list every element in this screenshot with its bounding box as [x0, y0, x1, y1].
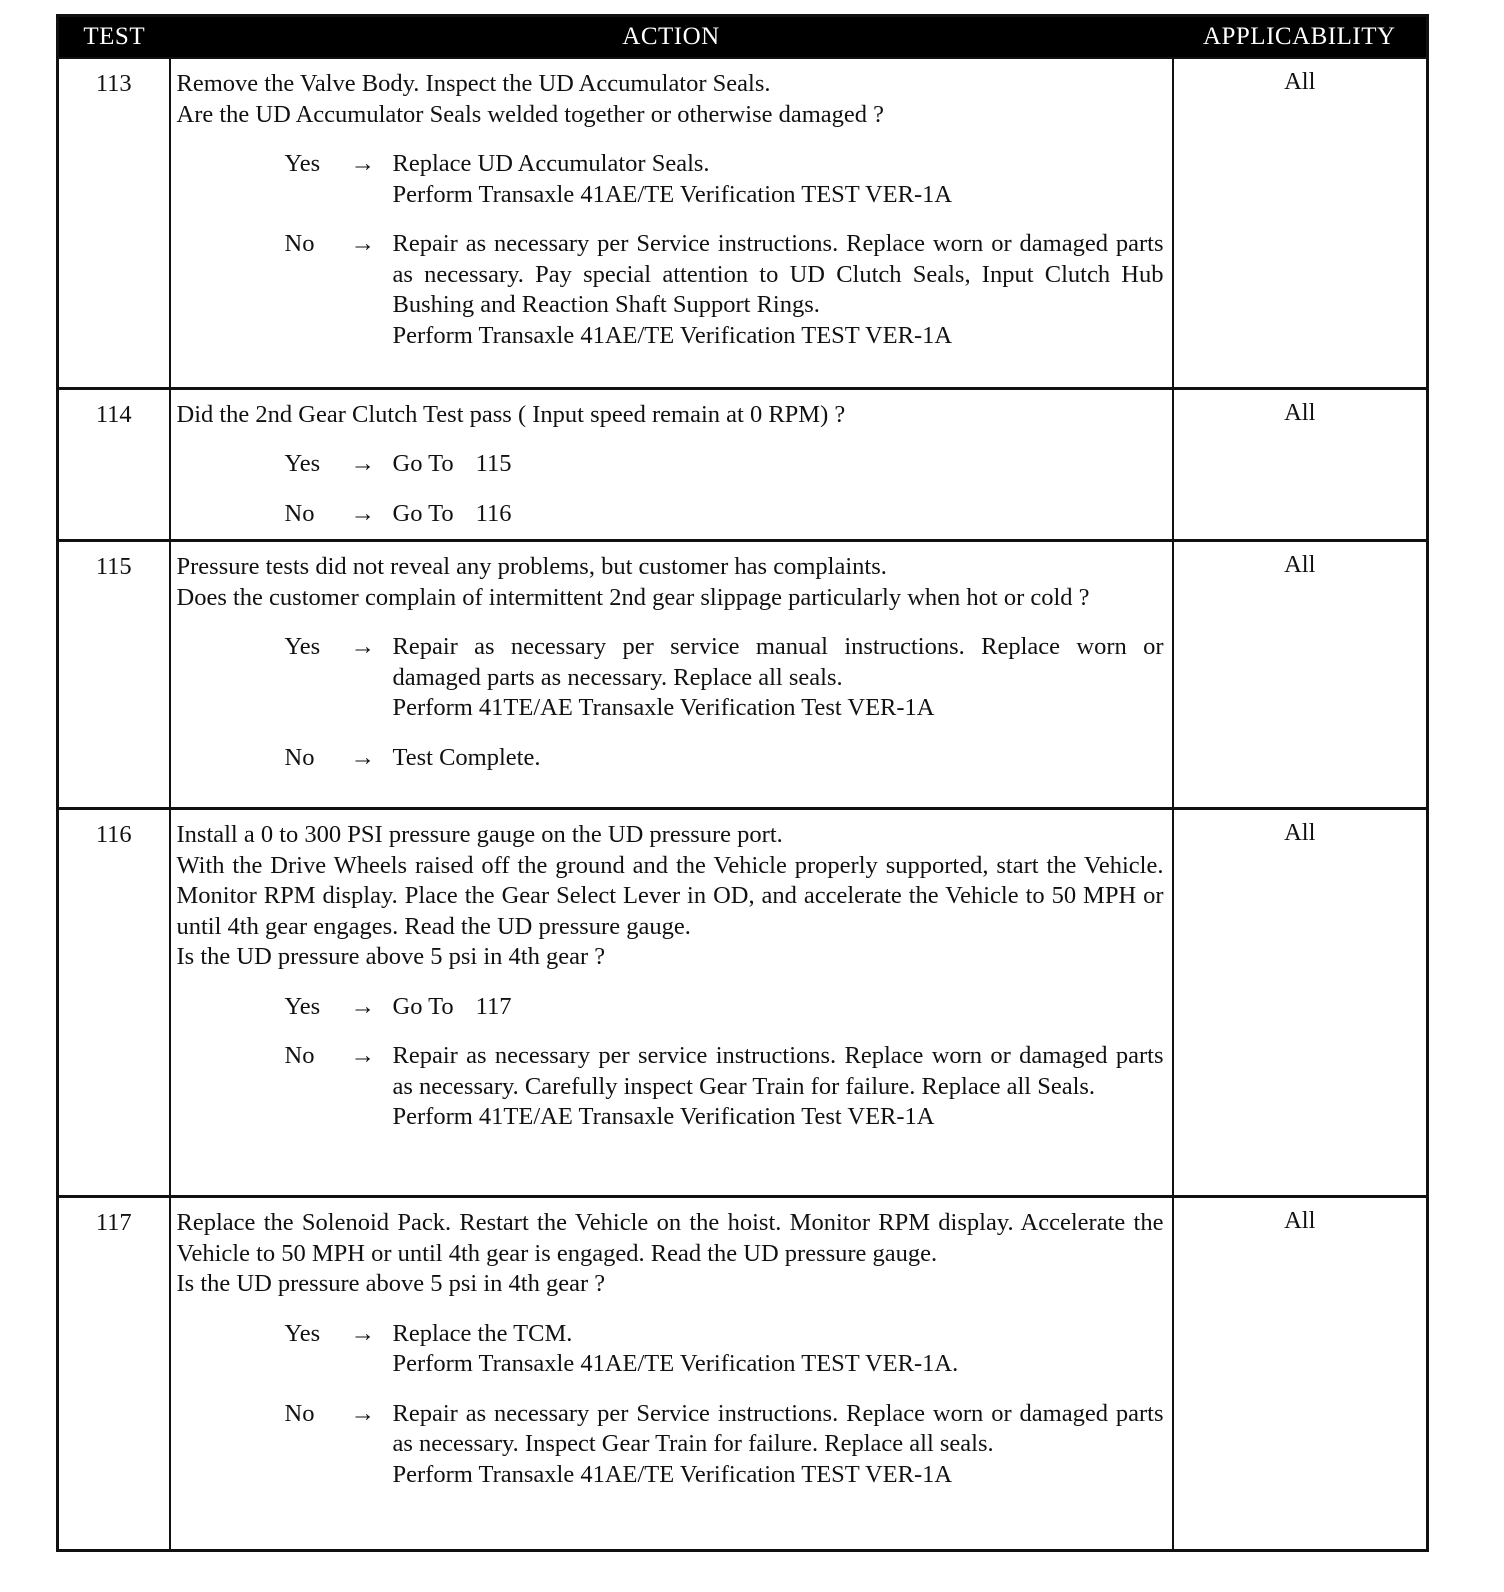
header-test: TEST — [58, 16, 170, 59]
no-branch — [177, 1399, 1164, 1491]
yes-label: Yes — [284, 992, 321, 1020]
arrow-right-icon: → — [350, 743, 375, 771]
no-instructions — [393, 229, 1164, 351]
no-label: No — [284, 499, 315, 527]
applicability-value: All — [1173, 388, 1428, 541]
question-text: Install a 0 to 300 PSI pressure gauge on the UD pressure port. — [176, 821, 783, 848]
arrow-right-icon: → — [350, 499, 375, 527]
yes-instructions — [393, 992, 1164, 1023]
yes-instructions — [393, 632, 1164, 724]
yes-branch — [177, 992, 1164, 1023]
yes-branch — [177, 632, 1164, 724]
yes-instructions — [393, 449, 1164, 480]
arrow-right-icon: → — [350, 150, 375, 177]
no-branch — [177, 743, 1164, 774]
instruction-line: Repair as necessary per service manual instructions. Replace worn or damaged parts as necessary. Replace all seals. — [392, 633, 1164, 691]
goto-test-link: 116 — [475, 499, 512, 527]
arrow-right-icon: → — [350, 1399, 375, 1427]
question-text: Pressure tests did not reveal any problems, but customer has complaints. — [176, 553, 887, 580]
goto-text: Go To — [392, 992, 454, 1020]
table-header-row — [58, 16, 1428, 59]
applicability-value: All — [1173, 58, 1428, 388]
no-instructions — [393, 1041, 1164, 1133]
test-number: 115 — [58, 541, 170, 809]
no-instructions — [393, 1399, 1164, 1491]
no-instructions — [393, 499, 1164, 530]
action-cell — [170, 388, 1173, 541]
question-text: Are the UD Accumulator Seals welded together or otherwise damaged ? — [176, 100, 885, 128]
arrow-right-icon: → — [350, 992, 375, 1020]
instruction-line: Perform Transaxle 41AE/TE Verification TEST VER-1A — [392, 180, 953, 208]
table-row — [58, 58, 1428, 388]
header-applicability: APPLICABILITY — [1173, 16, 1428, 59]
no-label: No — [284, 230, 315, 257]
question-text: Does the customer complain of intermittent 2nd gear slippage particularly when hot or cold ? — [176, 583, 1090, 611]
action-cell — [170, 809, 1173, 1197]
table-row — [58, 388, 1428, 541]
question-text: Is the UD pressure above 5 psi in 4th gear ? — [176, 1270, 606, 1297]
goto-test-link: 117 — [475, 992, 512, 1020]
question-text: Remove the Valve Body. Inspect the UD Accumulator Seals. — [176, 70, 771, 97]
goto-test-link: 115 — [475, 450, 512, 477]
arrow-right-icon: → — [350, 230, 375, 257]
question-text: Replace the Solenoid Pack. Restart the Vehicle on the hoist. Monitor RPM display. Accelerate the Vehicle to 50 MPH or until 4th gear is engaged. Read the UD pressure gauge. — [176, 1209, 1164, 1267]
no-branch — [177, 1041, 1164, 1133]
instruction-line: Perform Transaxle 41AE/TE Verification TEST VER-1A — [392, 321, 953, 349]
arrow-right-icon: → — [350, 633, 375, 660]
instruction-line: Perform 41TE/AE Transaxle Verification Test VER-1A — [392, 1103, 935, 1130]
instruction-line: Repair as necessary per service instructions. Replace worn or damaged parts as necessary. Carefully inspect Gear Train for failure. Replace all Seals. — [392, 1042, 1164, 1100]
instruction-line: Repair as necessary per Service instructions. Replace worn or damaged parts as necessary. Inspect Gear Train for failure. Replace all seals. — [392, 1399, 1164, 1457]
instruction-line: Test Complete. — [392, 743, 541, 771]
question-text: Is the UD pressure above 5 psi in 4th gear ? — [176, 943, 606, 970]
question-text: Did the 2nd Gear Clutch Test pass ( Input speed remain at 0 RPM) ? — [176, 400, 846, 428]
goto-text: Go To — [392, 499, 454, 527]
no-label: No — [284, 1042, 315, 1069]
yes-instructions — [393, 149, 1164, 210]
yes-label: Yes — [284, 1319, 321, 1347]
instruction-line: Replace the TCM. — [392, 1319, 573, 1347]
action-cell — [170, 541, 1173, 809]
diagnostic-test-table — [56, 14, 1429, 1552]
table-row — [58, 541, 1428, 809]
yes-branch — [177, 1319, 1164, 1380]
instruction-line: Perform Transaxle 41AE/TE Verification TEST VER-1A. — [392, 1350, 959, 1377]
test-number: 113 — [58, 58, 170, 388]
yes-label: Yes — [284, 150, 321, 177]
header-action: ACTION — [170, 16, 1173, 59]
yes-branch — [177, 149, 1164, 210]
test-number: 114 — [58, 388, 170, 541]
no-branch — [177, 229, 1164, 351]
arrow-right-icon: → — [350, 450, 375, 477]
no-label: No — [284, 1399, 315, 1427]
test-number: 116 — [58, 809, 170, 1197]
no-branch — [177, 499, 1164, 530]
applicability-value: All — [1173, 809, 1428, 1197]
no-label: No — [284, 743, 315, 771]
action-cell — [170, 1197, 1173, 1551]
instruction-line: Perform Transaxle 41AE/TE Verification TEST VER-1A — [392, 1460, 953, 1488]
yes-label: Yes — [284, 633, 321, 660]
action-cell — [170, 58, 1173, 388]
yes-instructions — [393, 1319, 1164, 1380]
question-text: With the Drive Wheels raised off the ground and the Vehicle properly supported, start the Vehicle. Monitor RPM display. Place the Gear Select Lever in OD, and accelerate the Vehicle to 50 MPH or until 4th gear engages. Read the UD pressure gauge. — [176, 851, 1164, 940]
applicability-value: All — [1173, 1197, 1428, 1551]
goto-text: Go To — [392, 450, 454, 477]
yes-label: Yes — [284, 450, 321, 477]
yes-branch — [177, 449, 1164, 480]
test-number: 117 — [58, 1197, 170, 1551]
no-instructions — [393, 743, 1164, 774]
instruction-line: Replace UD Accumulator Seals. — [392, 150, 710, 177]
table-row — [58, 1197, 1428, 1551]
applicability-value: All — [1173, 541, 1428, 809]
instruction-line: Repair as necessary per Service instructions. Replace worn or damaged parts as necessary. Pay special attention to UD Clutch Seals, Input Clutch Hub Bushing and Reaction Shaft Support Rings. — [392, 230, 1164, 318]
arrow-right-icon: → — [350, 1042, 375, 1069]
arrow-right-icon: → — [350, 1319, 375, 1347]
instruction-line: Perform 41TE/AE Transaxle Verification Test VER-1A — [392, 694, 935, 721]
table-row — [58, 809, 1428, 1197]
